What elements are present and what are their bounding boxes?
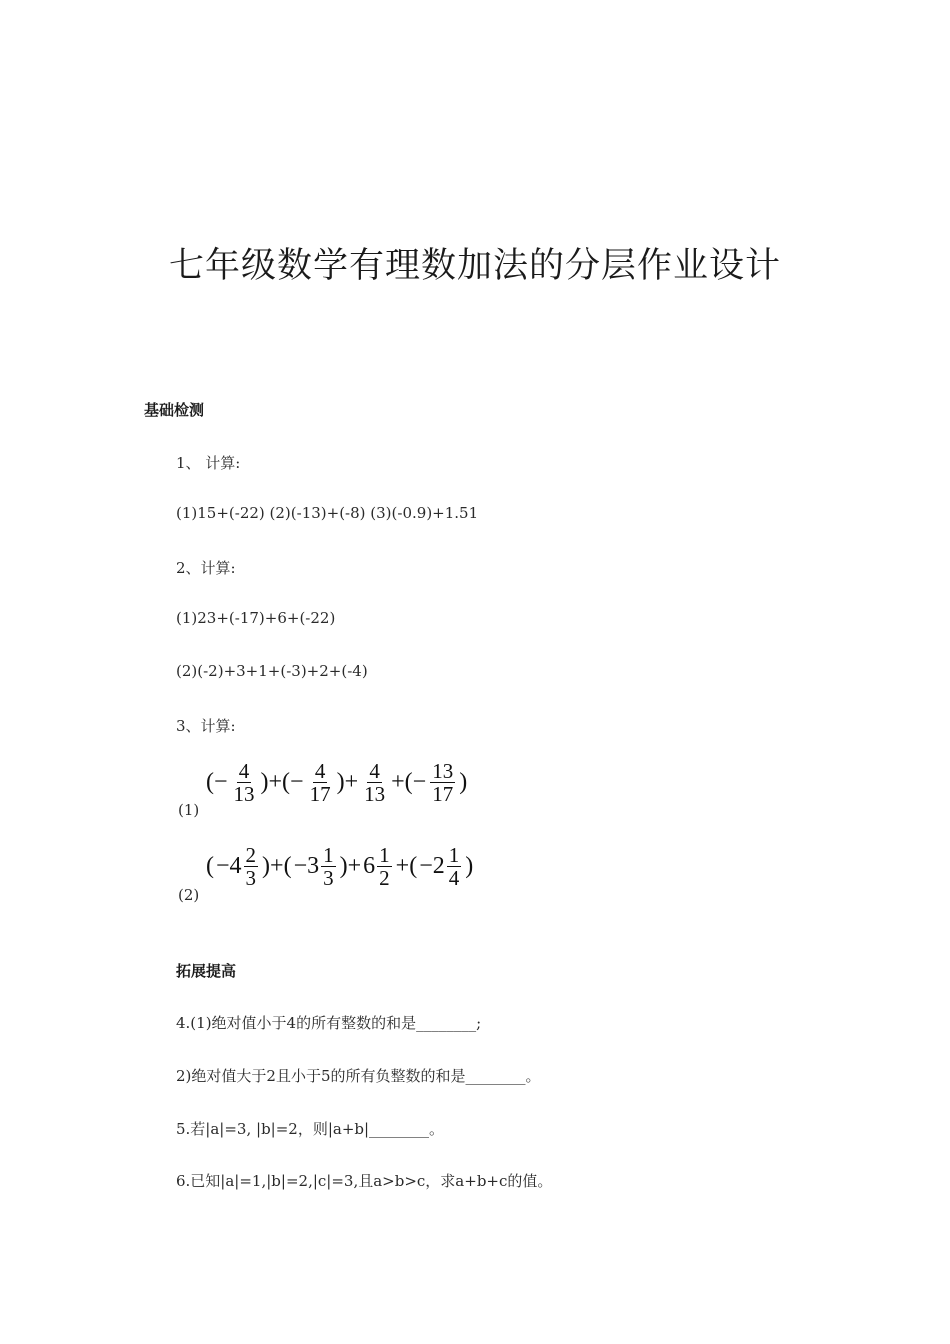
question-4-part-1: 4.(1)绝对值小于4的所有整数的和是________;: [176, 1014, 482, 1032]
fraction: $\frac{4}{13}$: [233, 759, 255, 807]
section-heading-extend: 拓展提高: [176, 962, 237, 980]
question-1-items: (1)15+(-22) (2)(-13)+(-8) (3)(-0.9)+1.51: [176, 504, 479, 522]
question-2-heading: 2、计算:: [176, 559, 236, 577]
question-2-part-1: (1)23+(-17)+6+(-22): [176, 609, 336, 627]
fraction: $\frac{2}{3}$: [245, 843, 257, 891]
fraction: $\frac{1}{3}$: [323, 843, 334, 891]
question-2-part-2: (2)(-2)+3+1+(-3)+2+(-4): [176, 662, 368, 680]
question-3-expression-1: (− $\frac{4}{13}$ )+(− $\frac{4}{17}$ )+ $\frac{4}{13}$ +(− $\frac{13}{17}$ ): [206, 759, 468, 807]
question-3-expression-2: ( −4 $\frac{2}{3}$ )+( −3 $\frac{1}{3}$ )+ 6 $\frac{1}{2}$ +( −2 $\frac{1}{4}$ ): [206, 843, 474, 891]
fraction: $\frac{4}{17}$: [309, 759, 331, 807]
fraction: $\frac{13}{17}$: [432, 759, 454, 807]
question-3-heading: 3、计算:: [176, 717, 236, 735]
fraction: $\frac{1}{4}$: [448, 843, 460, 891]
section-heading-basic: 基础检测: [144, 401, 205, 419]
fraction: $\frac{4}{13}$: [364, 759, 386, 807]
question-1-heading: 1、 计算:: [176, 454, 241, 472]
question-5: 5.若|a|=3, |b|=2，则|a+b|________。: [176, 1120, 445, 1138]
question-3-part-2-label: (2): [178, 886, 200, 904]
fraction: $\frac{1}{2}$: [379, 843, 390, 891]
question-3-part-1-label: (1): [178, 801, 200, 819]
question-6: 6.已知|a|=1,|b|=2,|c|=3,且a>b>c，求a+b+c的值。: [176, 1172, 553, 1190]
document-title: 七年级数学有理数加法的分层作业设计: [168, 246, 781, 286]
question-4-part-2: 2)绝对值大于2且小于5的所有负整数的和是________。: [176, 1067, 541, 1085]
